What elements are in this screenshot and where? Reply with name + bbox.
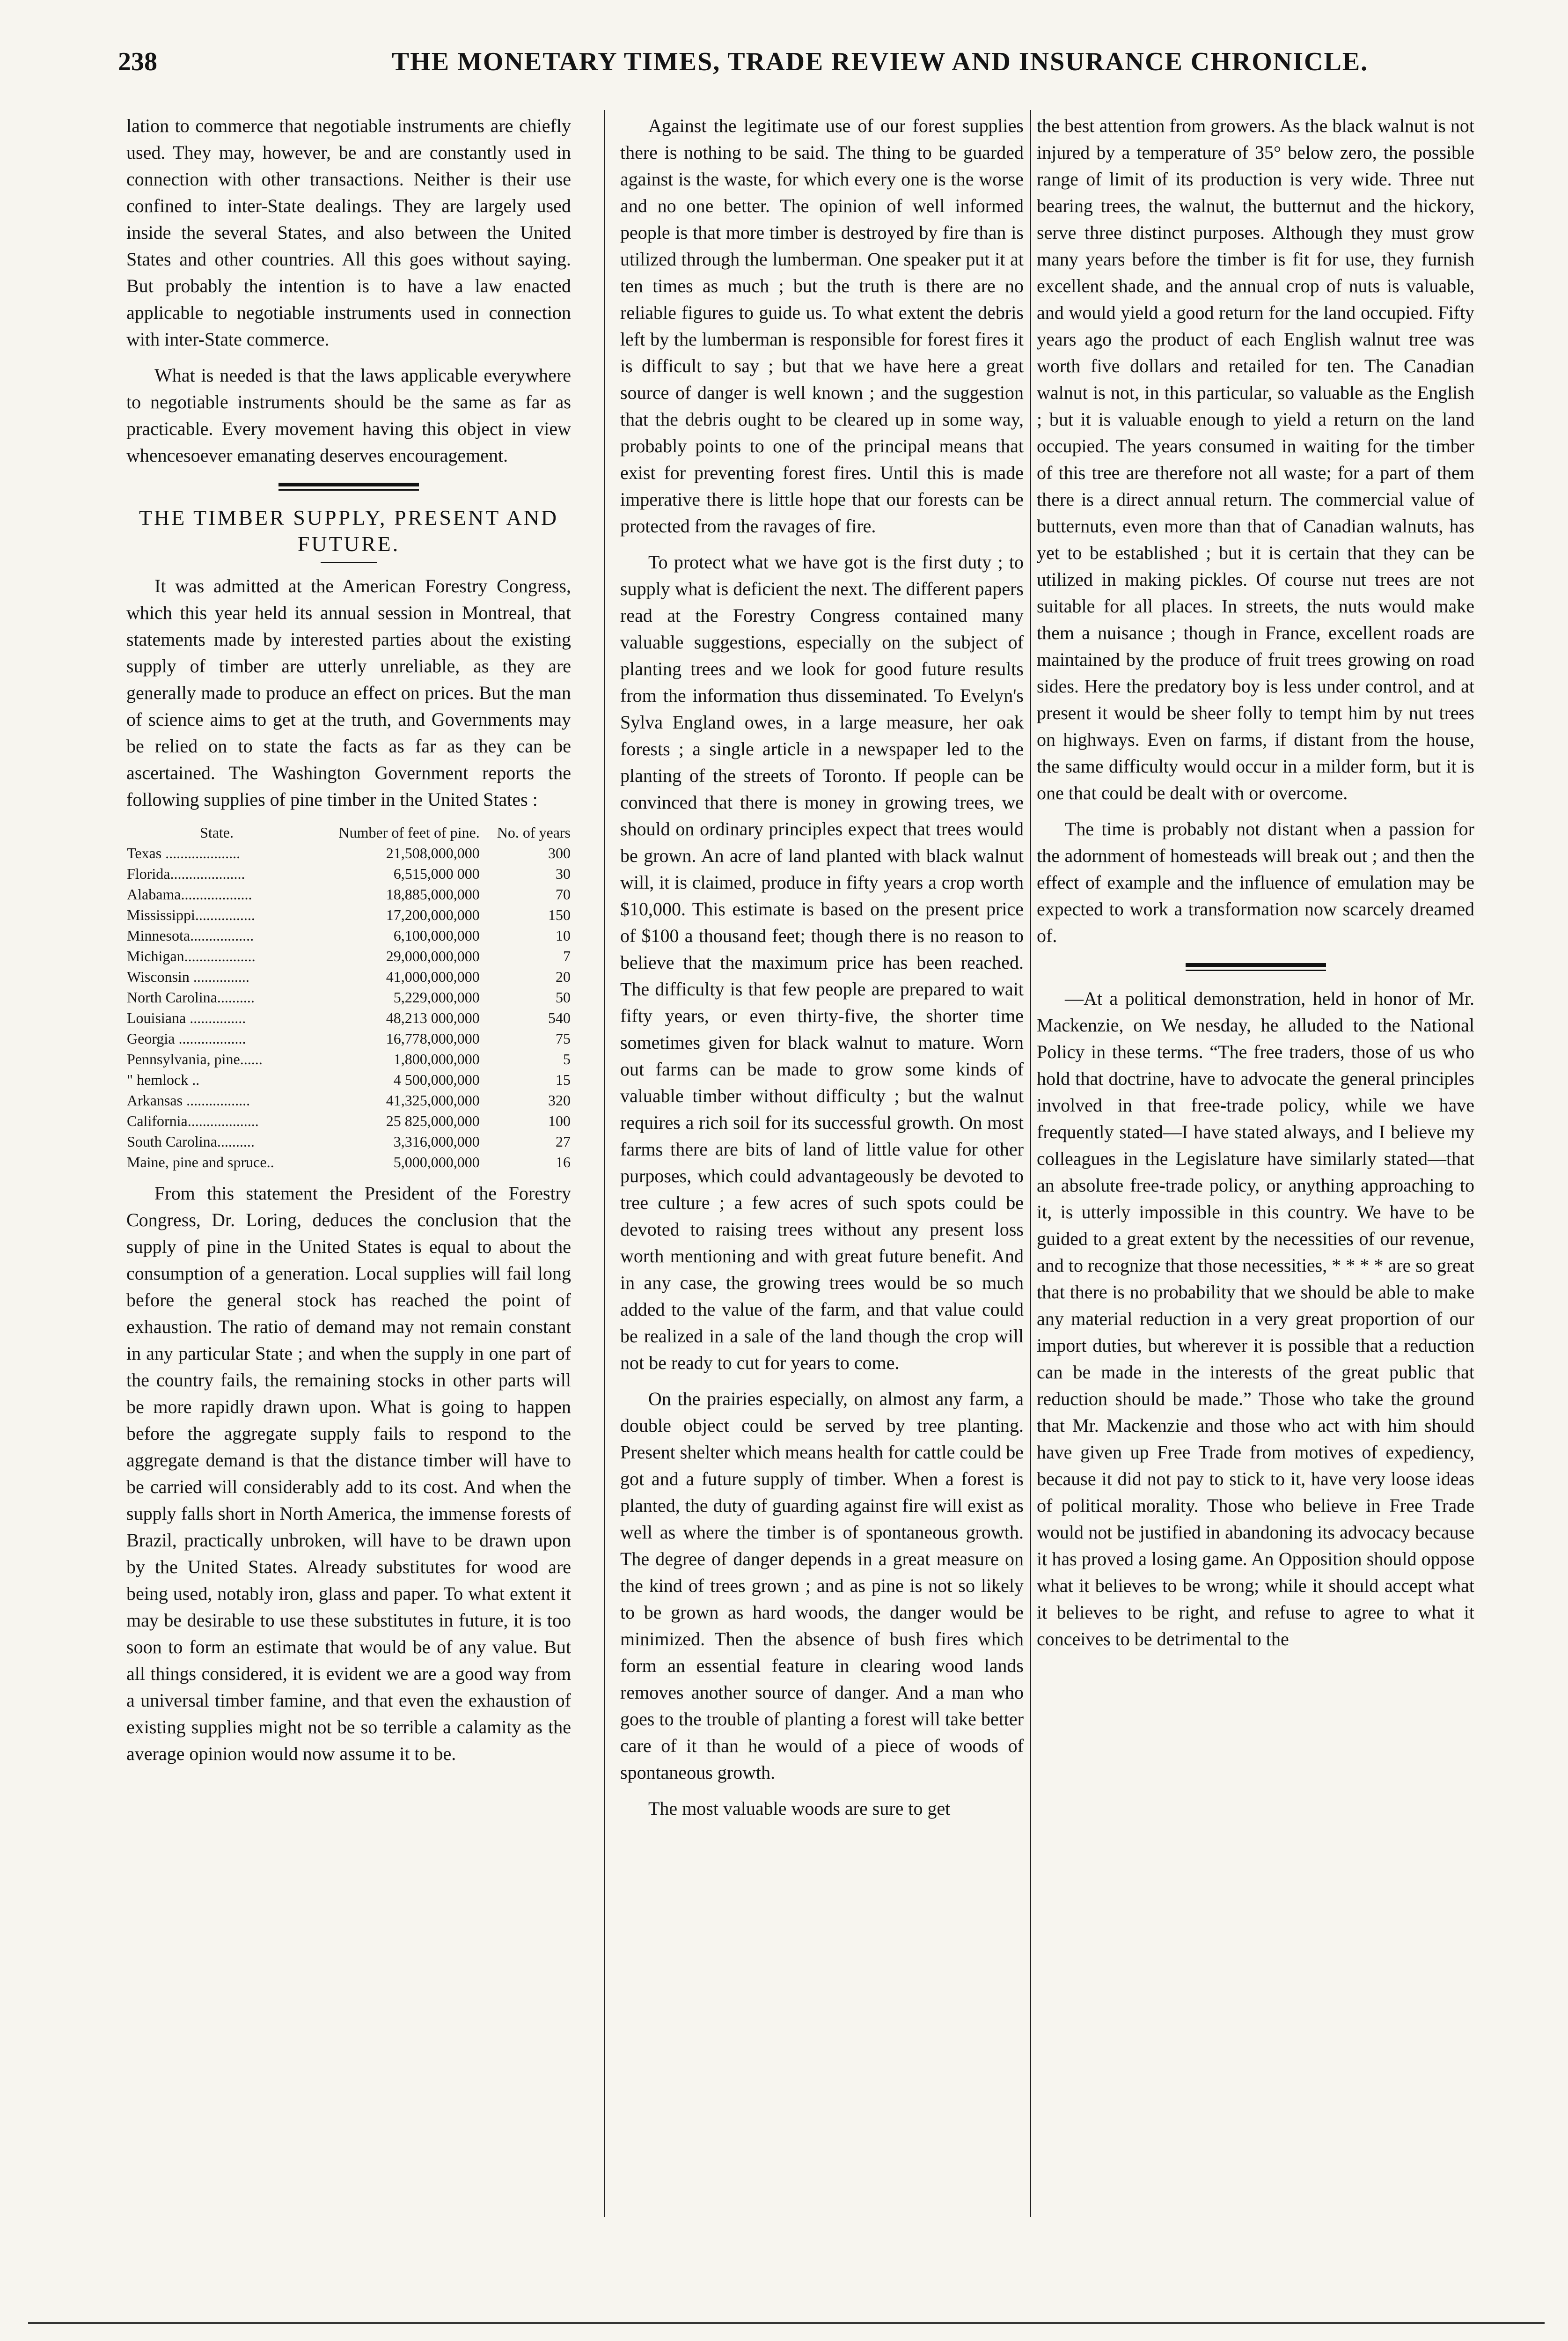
table-row	[126, 1008, 571, 1028]
cell-years: 15	[556, 1071, 571, 1088]
cell-years: 16	[556, 1154, 571, 1170]
cell-years: 20	[556, 968, 571, 985]
paragraph: the best attention from growers. As the black walnut is not injured by a temperature of 35° below zero, the possible range of limit of its production is very wide. Three nut bearing trees, the walnut, the butternut and the hickory, serve three distinct purposes. Although they must grow many years before the timber is fit for use, they furnish excellent shade, and the annual crop of nuts is valuable, and would yield a good return for the land occupied. Fifty years ago the product of each English walnut tree was worth five dollars and retailed for ten. The Canadian walnut is not, in this particular, so valuable as the English ; but it is valuable enough to yield a return on the land occupied. The years consumed in waiting for the timber of this tree are therefore not all waste; for a part of them there is a direct annual return. The commercial value of butternuts, even more than that of Canadian walnuts, has yet to be established ; but it is certain that they can be utilized in making pickles. Of course nut trees are not suitable for all places. In streets, the nuts would make them a nuisance ; though in France, excellent roads are maintained by the produce of fruit trees growing on road sides. Here the predatory boy is less under control, and at present it would be sheer folly to tempt him by nut trees on highways. Even on farms, if distant from the house, the same difficulty would occur in a milder form, but it is one that could be dealt with or overcome.	[1037, 115, 1474, 803]
cell-state: Louisiana ...............	[127, 1009, 246, 1026]
table-row	[126, 1069, 571, 1090]
cell-state: Maine, pine and spruce..	[127, 1154, 274, 1170]
section-separator	[278, 483, 419, 491]
cell-feet: 48,213 000,000	[386, 1009, 480, 1026]
cell-feet: 18,885,000,000	[386, 886, 480, 903]
cell-state: Arkansas .................	[127, 1092, 250, 1109]
cell-feet: 4 500,000,000	[393, 1071, 480, 1088]
cell-feet: 41,325,000,000	[386, 1092, 480, 1109]
table-row	[126, 1049, 571, 1069]
journal-title: THE MONETARY TIMES, TRADE REVIEW AND INSURANCE CHRONICLE.	[391, 47, 1369, 76]
cell-feet: 5,000,000,000	[393, 1154, 480, 1170]
table-row	[126, 863, 571, 884]
cell-state: Florida....................	[127, 865, 245, 882]
article-title: THE TIMBER SUPPLY, PRESENT AND FUTURE.	[139, 506, 559, 556]
cell-years: 300	[548, 845, 571, 861]
cell-years: 10	[556, 927, 571, 944]
cell-years: 50	[556, 989, 571, 1006]
paragraph: It was admitted at the American Forestry Congress, which this year held its annual session in Montreal, that statements made by interested parties about the existing supply of timber are utterly unreliable, as they are generally made to produce an effect on prices. But the man of science aims to get at the truth, and Governments may be relied on to state the facts as far as they can be ascertained. The Washington Government reports the following supplies of pine timber in the United States :	[126, 575, 571, 810]
cell-years: 5	[563, 1051, 571, 1067]
column-divider	[604, 110, 605, 2217]
cell-state: Georgia ..................	[127, 1030, 246, 1047]
table-row	[126, 1028, 571, 1049]
cell-years: 7	[563, 948, 571, 964]
cell-state: Alabama...................	[127, 886, 252, 903]
title-rule	[321, 562, 377, 563]
timber-table	[126, 822, 571, 1172]
column-2	[620, 112, 1024, 2219]
paragraph: From this statement the President of the Forestry Congress, Dr. Loring, deduces the conclusion that the supply of pine in the United States is equal to about the consumption of a generation. Local supplies will fail long before the general stock has reached the point of exhaustion. The ratio of demand may not remain constant in any particular State ; and when the supply in one part of the country fails, the remaining stocks in other parts will be more rapidly drawn upon. What is going to happen before the aggregate supply fails to respond to the aggregate demand is that the distance timber will have to be carried will considerably add to its cost. And when the supply falls short in North America, the immense forests of Brazil, practically unbroken, will have to be drawn upon by the United States. Already substitutes for wood are being used, notably iron, glass and paper. To what extent it may be desirable to use these substitutes in future, it is too soon to form an estimate that would be of any value. But all things considered, it is evident we are a good way from a universal timber famine, and that even the exhaustion of existing supplies might not be so terrible a calamity as the average opinion would now assume it to be.	[126, 1183, 571, 1764]
cell-years: 30	[556, 865, 571, 882]
page-number: 238	[118, 47, 157, 76]
cell-feet: 21,508,000,000	[386, 845, 480, 861]
cell-state: California...................	[127, 1112, 259, 1129]
paragraph: What is needed is that the laws applicable everywhere to negotiable instruments should be the same as far as practicable. Every movement having this object in view whencesoever emanating deserves encouragement.	[126, 365, 571, 466]
cell-feet: 17,200,000,000	[386, 906, 480, 923]
paragraph: To protect what we have got is the first duty ; to supply what is deficient the next. The different papers read at the Forestry Congress contained many valuable suggestions, especially on the subject of planting trees and we look for good future results from the information thus disseminated. To Evelyn's Sylva England owes, in a large measure, her oak forests ; a single article in a newspaper led to the planting of the streets of Toronto. If people can be convinced that there is money in growing trees, we should on ordinary principles expect that trees would be grown. An acre of land planted with black walnut will, it is claimed, produce in fifty years a crop worth $10,000. This estimate is based on the present price of $100 a thousand feet; though there is no reason to believe that the maximum price has been reached. The difficulty is that few people are prepared to wait fifty years, or even thirty-five, the shorter time sometimes given for black walnut to mature. Worn out farms can be made to grow some kinds of valuable timber without difficulty ; but the walnut requires a rich soil for its successful growth. On most farms there are bits of land of little value for other purposes, which could advantageously be devoted to tree culture ; a few acres of such spots could be devoted to raising trees without any present loss worth mentioning and with great future benefit. And in any case, the growing trees would be so much added to the value of the farm, and that value could be realized in a sale of the land though the crop will not be ready to cut for years to come.	[620, 552, 1024, 1373]
col-header-state: State.	[200, 824, 234, 841]
cell-state: Michigan...................	[127, 948, 256, 964]
cell-feet: 5,229,000,000	[393, 989, 480, 1006]
paragraph: The most valuable woods are sure to get	[648, 1798, 951, 1819]
paragraph: lation to commerce that negotiable instruments are chiefly used. They may, however, be and are constantly used in connection with other transactions. Neither is their use confined to inter-State dealings. They are largely used inside the several States, and also between the United States and other countries. All this goes without saying. But probably the intention is to have a law enacted applicable to negotiable instruments used in connection with inter-State commerce.	[126, 115, 571, 350]
cell-state: " hemlock ..	[127, 1071, 200, 1088]
table-row	[126, 966, 571, 987]
cell-feet: 25 825,000,000	[386, 1112, 480, 1129]
cell-feet: 41,000,000,000	[386, 968, 480, 985]
cell-state: Wisconsin ...............	[127, 968, 249, 985]
cell-state: North Carolina..........	[127, 989, 255, 1006]
table-row	[126, 1131, 571, 1152]
cell-state: Pennsylvania, pine......	[127, 1051, 263, 1067]
table-row	[126, 884, 571, 905]
table-row	[126, 925, 571, 946]
cell-state: South Carolina..........	[127, 1133, 255, 1150]
cell-feet: 6,515,000 000	[393, 865, 480, 882]
cell-state: Texas ....................	[127, 845, 241, 861]
section-separator	[1186, 963, 1326, 971]
paragraph: —At a political demonstration, held in honor of Mr. Mackenzie, on We nesday, he alluded to the National Policy in these terms. “The free traders, those of us who hold that doctrine, have to advocate the general principles involved in that free-trade policy, while we have frequently stated—I have stated always, and I believe my colleagues in the Legislature have similarly stated—that an absolute free-trade policy, or anything approaching to it, is utterly impossible in this country. We have to be guided to a great extent by the necessities of our revenue, and to recognize that those necessities, * * * * are so great that there is no probability that we should be able to make any material reduction in a very great proportion of our import duties, but wherever it is possible that a reduction can be made in the interests of the great public that reduction should be made.” Those who take the ground that Mr. Mackenzie and those who act with him should have given up Free Trade from motives of expediency, because it did not pay to stick to it, have very loose ideas of political morality. Those who believe in Free Trade would not be justified in abandoning its advocacy because it has proved a losing game. An Opposition should oppose what it believes to be wrong; while it should accept what it believes to be right, and refuse to agree to what it conceives to be detrimental to the	[1037, 988, 1474, 1649]
bottom-rule	[28, 2322, 1545, 2324]
table-row	[126, 1152, 571, 1172]
cell-feet: 3,316,000,000	[393, 1133, 480, 1150]
table-row	[126, 1111, 571, 1131]
table-header-row	[126, 822, 571, 843]
cell-feet: 29,000,000,000	[386, 948, 480, 964]
cell-years: 320	[548, 1092, 571, 1109]
paragraph: On the prairies especially, on almost any farm, a double object could be served by tree planting. Present shelter which means health for cattle could be got and a future supply of timber. When a forest is planted, the duty of guarding against fire will exist as well as where the timber is of spontaneous growth. The degree of danger depends in a great measure on the kind of trees grown ; and as pine is not so likely to be grown as hard woods, the danger would be minimized. Then the absence of bush fires which form an essential feature in clearing wood lands removes another source of danger. And a man who goes to the trouble of planting a forest will take better care of it than he would of a piece of woods of spontaneous growth.	[620, 1388, 1024, 1783]
page-header	[0, 0, 1568, 94]
cell-state: Minnesota.................	[127, 927, 254, 944]
cell-feet: 16,778,000,000	[386, 1030, 480, 1047]
col-header-feet: Number of feet of pine.	[338, 824, 480, 841]
paragraph: The time is probably not distant when a passion for the adornment of homesteads will break out ; and then the effect of example and the influence of emulation may be expected to work a transformation now scarcely dreamed of.	[1037, 818, 1474, 946]
cell-feet: 1,800,000,000	[393, 1051, 480, 1067]
column-1	[126, 112, 571, 2219]
cell-years: 70	[556, 886, 571, 903]
table-row	[126, 905, 571, 925]
cell-years: 100	[548, 1112, 571, 1129]
table-row	[126, 1090, 571, 1111]
cell-years: 27	[556, 1133, 571, 1150]
paragraph: Against the legitimate use of our forest supplies there is nothing to be said. The thing to be guarded against is the waste, for which every one is the worse and no one better. The opinion of well informed people is that more timber is destroyed by fire than is utilized through the lumberman. One speaker put it at ten times as much ; but the truth is there are no reliable figures to guide us. To what extent the debris left by the lumberman is responsible for forest fires it is difficult to say ; but that we have here a great source of danger is well known ; and the suggestion that the debris ought to be cleared up in some way, probably points to one of the principal means that exist for preventing forest fires. Until this is made imperative there is little hope that our forests can be protected from the ravages of fire.	[620, 115, 1024, 537]
table-row	[126, 987, 571, 1008]
cell-state: Mississippi................	[127, 906, 255, 923]
column-divider	[1030, 110, 1031, 2217]
cell-years: 150	[548, 906, 571, 923]
cell-years: 75	[556, 1030, 571, 1047]
col-header-years: No. of years	[497, 824, 571, 841]
table-row	[126, 946, 571, 966]
cell-feet: 6,100,000,000	[393, 927, 480, 944]
column-3	[1037, 112, 1474, 2219]
cell-years: 540	[548, 1009, 571, 1026]
table-row	[126, 843, 571, 863]
